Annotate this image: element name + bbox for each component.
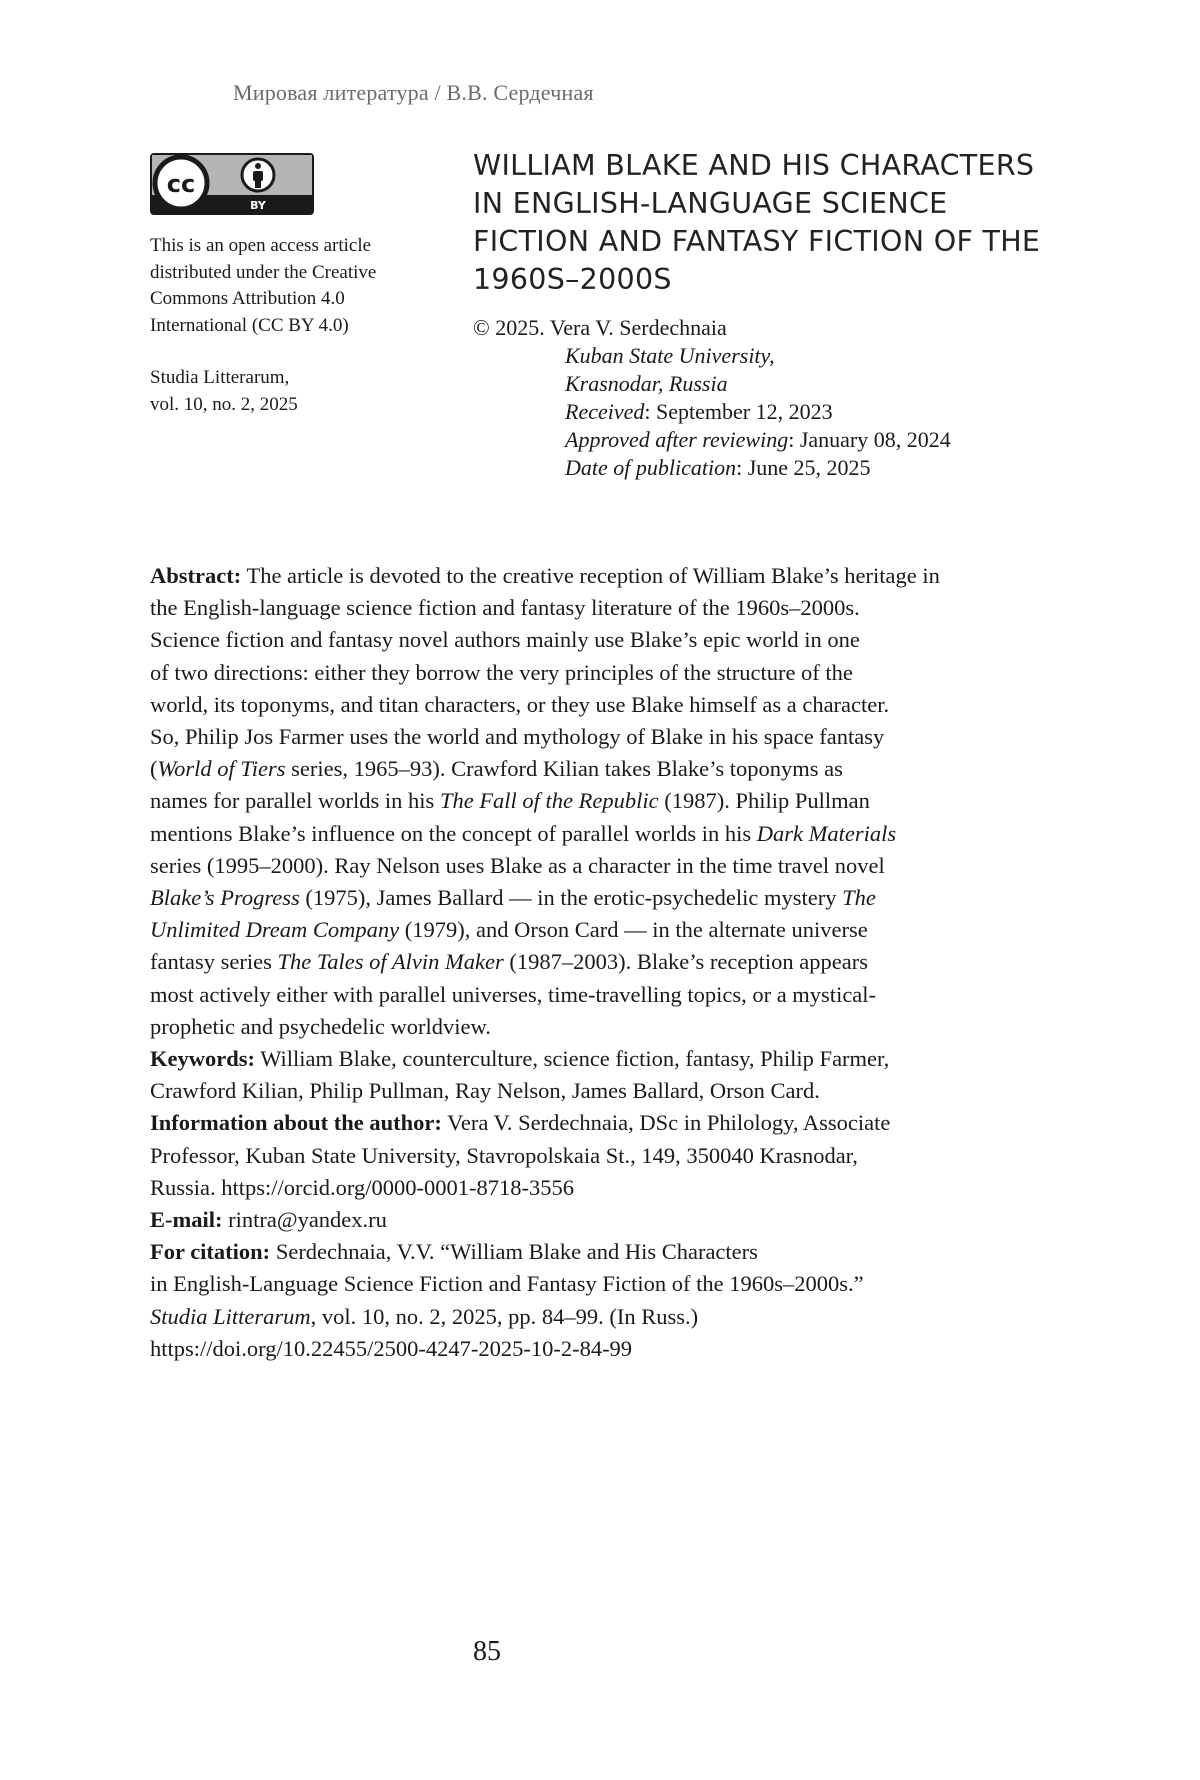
badge-by-label: BY (250, 199, 266, 212)
article-front-matter (150, 560, 1100, 1365)
publication-date: Date of publication: June 25, 2025 (565, 455, 871, 480)
citation: For citation: Serdechnaia, V.V. “William Blake and His Characters in English-Language Science Fiction and Fantasy Fiction of the 1960s–2000s.” Studia Litterarum, vol. 10, no. 2, 2025, pp. 84–99. (In Russ.) https://doi.org/10.22455/2500-4247-2025-10-2-84-99 (150, 1239, 864, 1361)
received-date: Received: September 12, 2023 (565, 399, 833, 424)
journal-info: Studia Litterarum, vol. 10, no. 2, 2025 (150, 367, 298, 415)
running-head: Мировая литература / В.В. Сердечная (233, 80, 594, 105)
license-notice: This is an open access article distributed under the Creative Commons Attribution 4.0 International (CC BY 4.0) (150, 235, 377, 336)
author-email: E-mail: rintra@yandex.ru (150, 1207, 387, 1233)
attribution-person-icon (242, 159, 274, 191)
abstract: Abstract: The article is devoted to the creative reception of William Blake’s heritage in the English-language science fiction and fantasy literature of the 1960s–2000s. Science fiction and fantasy novel authors mainly use Blake’s epic world in one of two directions: either they borrow the very principles of the structure of the world, its toponyms, and titan characters, or they use Blake himself as a character. So, Philip Jos Farmer uses the world and mythology of Blake in his space fantasy (World of Tiers series, 1965–93). Crawford Kilian takes Blake’s toponyms as names for parallel worlds in his The Fall of the Republic (1987). Philip Pullman mentions Blake’s influence on the concept of parallel worlds in his Dark Materials series (1995–2000). Ray Nelson uses Blake as a character in the time travel novel Blake’s Progress (1975), James Ballard — in the erotic-psychedelic mystery The Unlimited Dream Company (1979), and Orson Card — in the alternate universe fantasy series The Tales of Alvin Maker (1987–2003). Blake’s reception appears most actively either with parallel universes, time-travelling topics, or a mystical- prophetic and psychedelic worldview. (150, 563, 940, 1039)
approved-date: Approved after reviewing: January 08, 2024 (565, 427, 951, 452)
author-information: Information about the author: Vera V. Serdechnaia, DSc in Philology, Associate Professor, Kuban State University, Stavropolskaia St., 149, 350040 Krasnodar, Russia. https://orcid.org/0000-0001-8718-3556 (150, 1110, 891, 1200)
copyright-line: © 2025. Vera V. Serdechnaia (473, 315, 727, 340)
cc-by-license-badge (150, 153, 314, 215)
svg-text:cc: cc (166, 170, 196, 198)
article-title: WILLIAM BLAKE AND HIS CHARACTERS IN ENGLISH-LANGUAGE SCIENCE FICTION AND FANTASY FICTION OF THE 1960S–2000S (473, 149, 1041, 296)
page-number: 85 (473, 1636, 501, 1667)
article-meta: © 2025. Vera V. Serdechnaia Kuban State University, Krasnodar, Russia Received: September 12, 2023 Approved after reviewing: January 08, 2024 Date of publication: June 25, 2025 (473, 314, 1093, 482)
cc-icon (155, 157, 207, 209)
affiliation: Kuban State University, (565, 343, 775, 368)
keywords: Keywords: William Blake, counterculture, science fiction, fantasy, Philip Farmer, Crawford Kilian, Philip Pullman, Ray Nelson, James Ballard, Orson Card. (150, 1046, 890, 1104)
